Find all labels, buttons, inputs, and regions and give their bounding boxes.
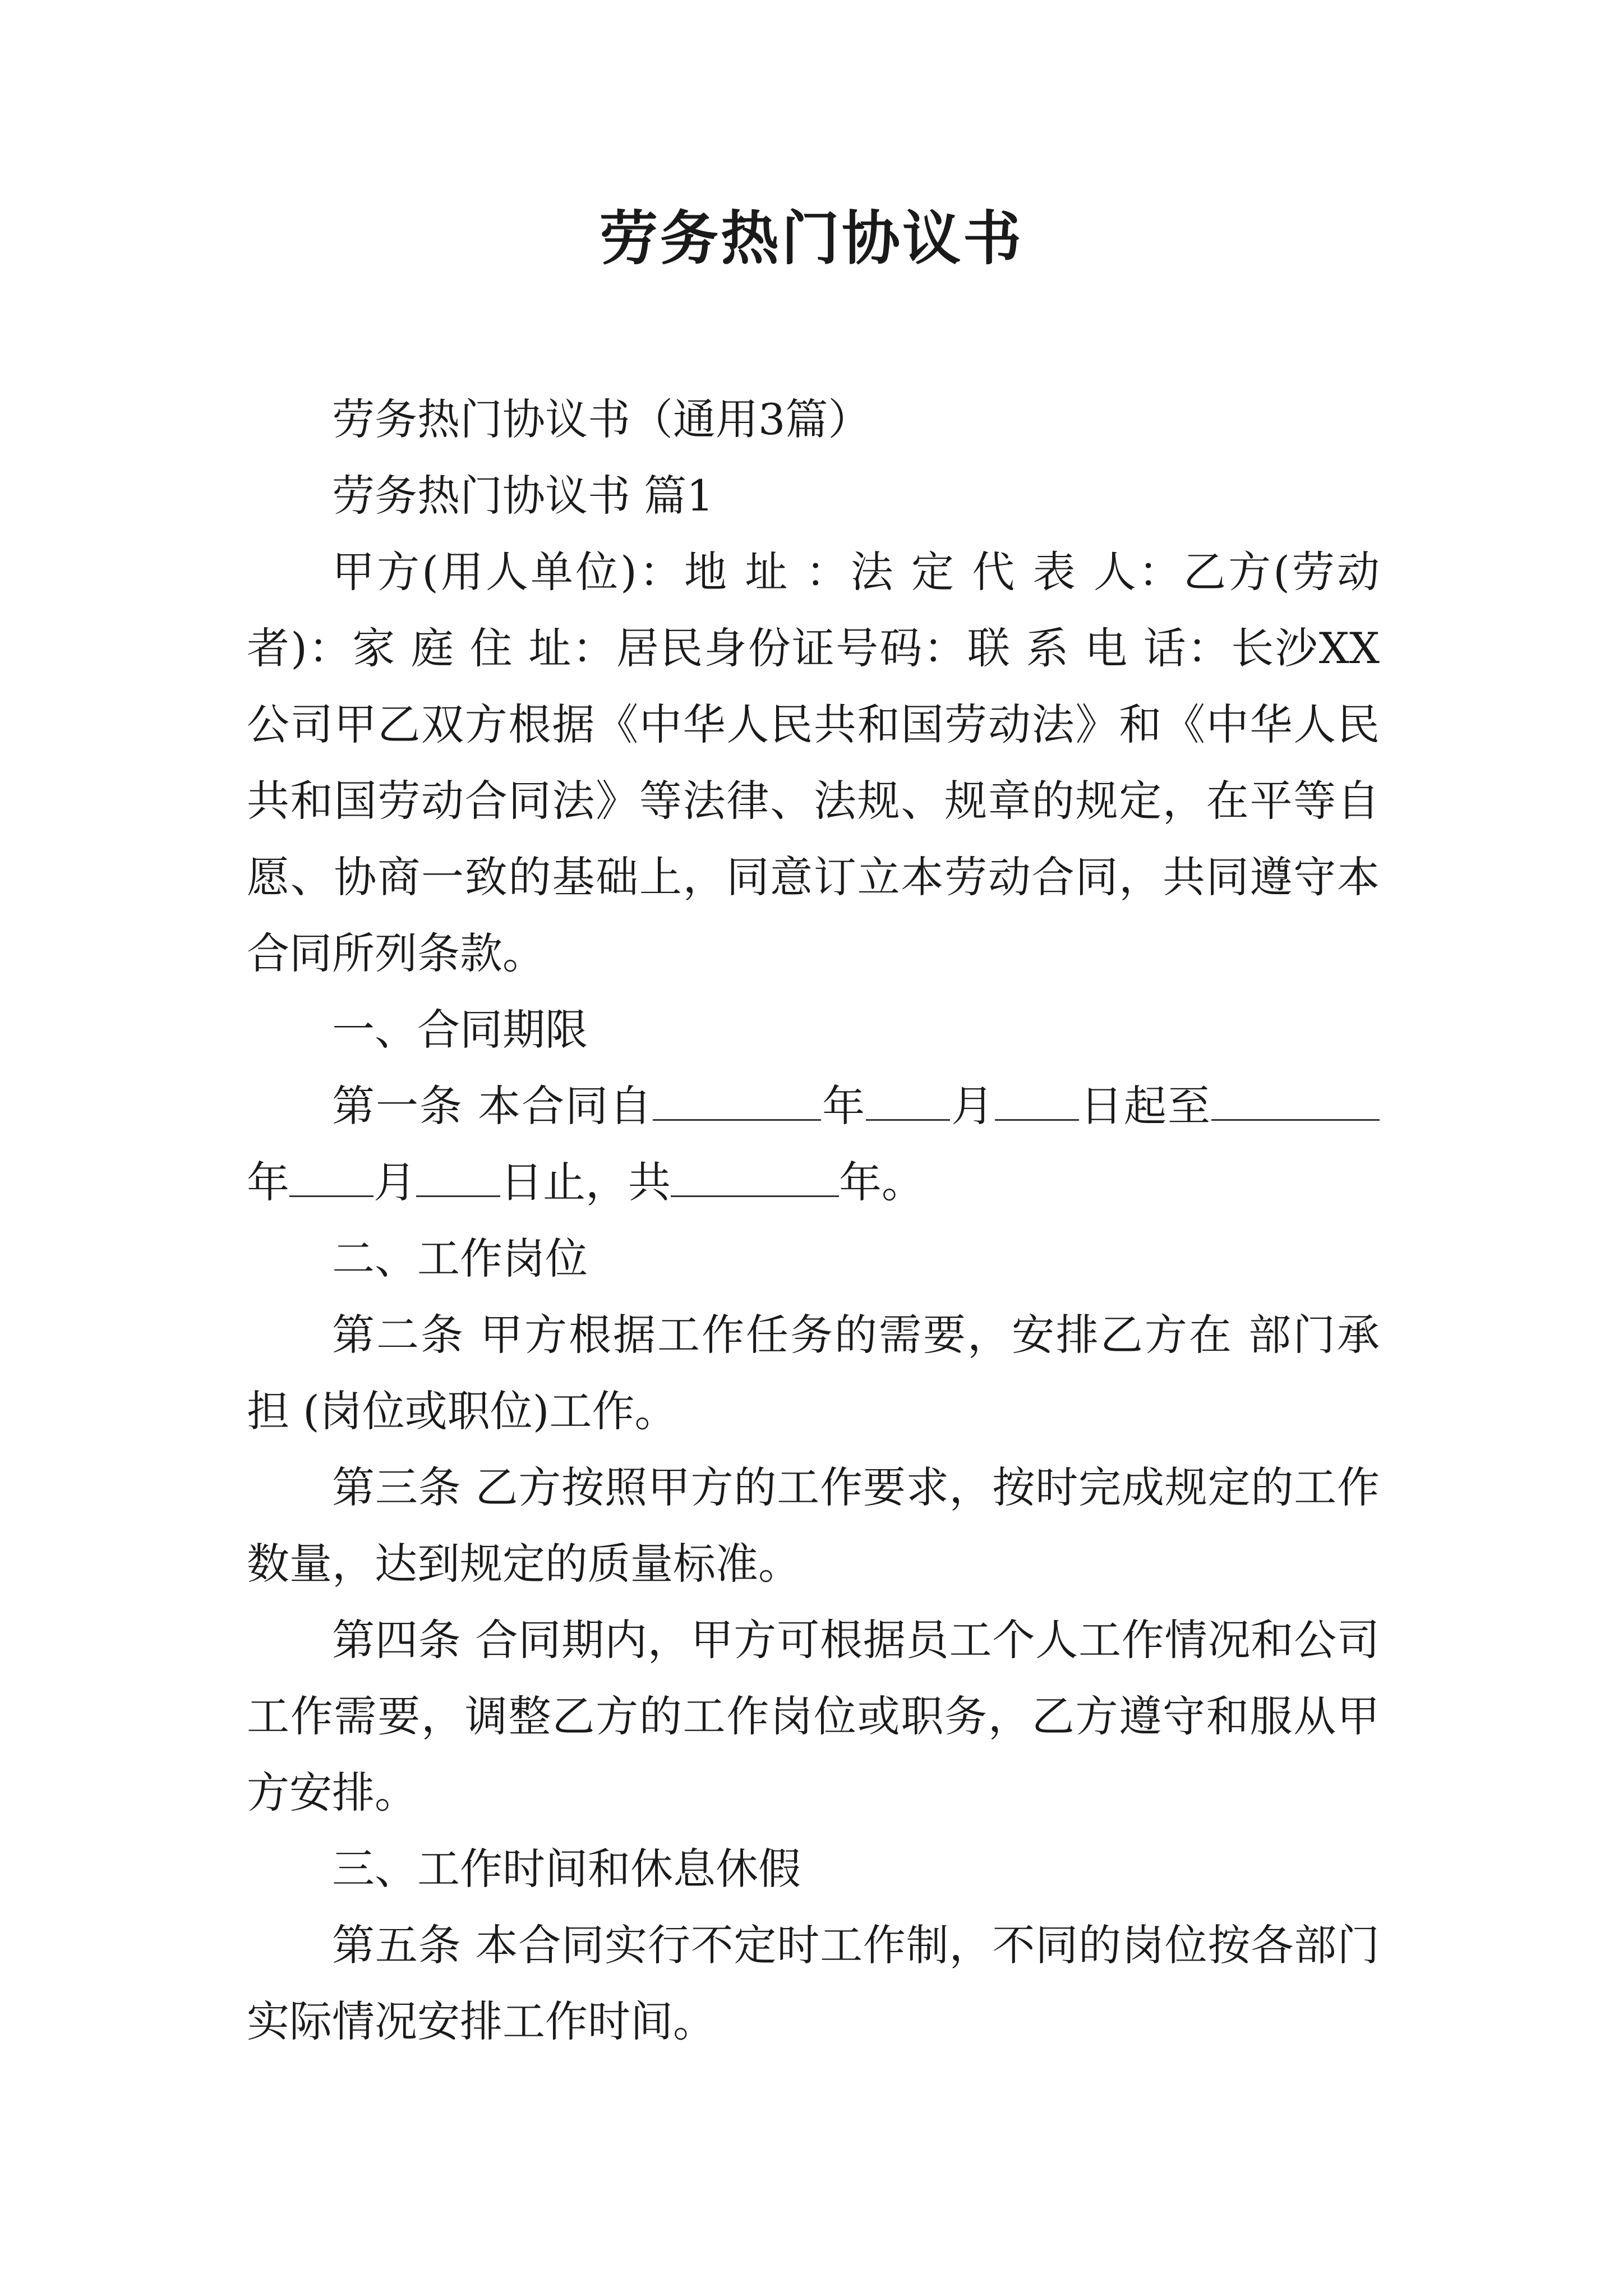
article-4: 第四条 合同期内，甲方可根据员工个人工作情况和公司工作需要，调整乙方的工作岗位或职务，乙方遵守和服从甲方安排。 — [247, 1615, 1380, 1818]
article-1-end: 年。 — [839, 1157, 924, 1207]
article-5: 第五条 本合同实行不定时工作制，不同的岗位按各部门实际情况安排工作时间。 — [247, 1920, 1380, 2046]
subtitle: 劳务热门协议书（通用3篇） — [332, 394, 871, 444]
blank-field — [1211, 1080, 1380, 1121]
blank-field — [653, 1080, 821, 1121]
blank-field — [995, 1080, 1079, 1121]
document-body — [247, 381, 1380, 2060]
blank-field — [416, 1156, 500, 1197]
article-3: 第三条 乙方按照甲方的工作要求，按时完成规定的工作数量，达到规定的质量标准。 — [247, 1462, 1380, 1589]
heading-work-hours: 三、工作时间和休息休假 — [332, 1844, 801, 1894]
blank-field — [866, 1080, 950, 1121]
blank-field — [671, 1156, 839, 1197]
document-title: 劳务热门协议书 — [599, 204, 1023, 273]
article-2: 第二条 甲方根据工作任务的需要，安排乙方在 部门承担 (岗位或职位)工作。 — [247, 1310, 1380, 1436]
article-1-day-to: 日止，共 — [500, 1157, 671, 1207]
article-1-month: 月 — [950, 1081, 995, 1131]
article-1-day-from: 日起至 — [1079, 1081, 1212, 1131]
blank-field — [289, 1156, 374, 1197]
parties-paragraph: 甲方(用人单位)：地 址 ：法 定 代 表 人：乙方(劳动者)：家 庭 住 址：居民身份证号码：联 系 电 话：长沙XX公司甲乙双方根据《中华人民共和国劳动法》和《中华人民共和国劳动合同法》等法律、法规、规章的规定，在平等自愿、协商一致的基础上，同意订立本劳动合同，共同遵守本合同所列条款。 — [247, 547, 1380, 978]
article-1-lead: 第一条 本合同自 — [332, 1081, 653, 1131]
article-1-month-2: 月 — [374, 1157, 416, 1207]
article-1-year-2: 年 — [247, 1157, 289, 1207]
heading-job-position: 二、工作岗位 — [332, 1234, 588, 1283]
heading-contract-term: 一、合同期限 — [332, 1005, 588, 1055]
section-heading: 劳务热门协议书 篇1 — [332, 471, 714, 521]
article-1 — [247, 1068, 1380, 1221]
article-1-year: 年 — [821, 1081, 866, 1131]
